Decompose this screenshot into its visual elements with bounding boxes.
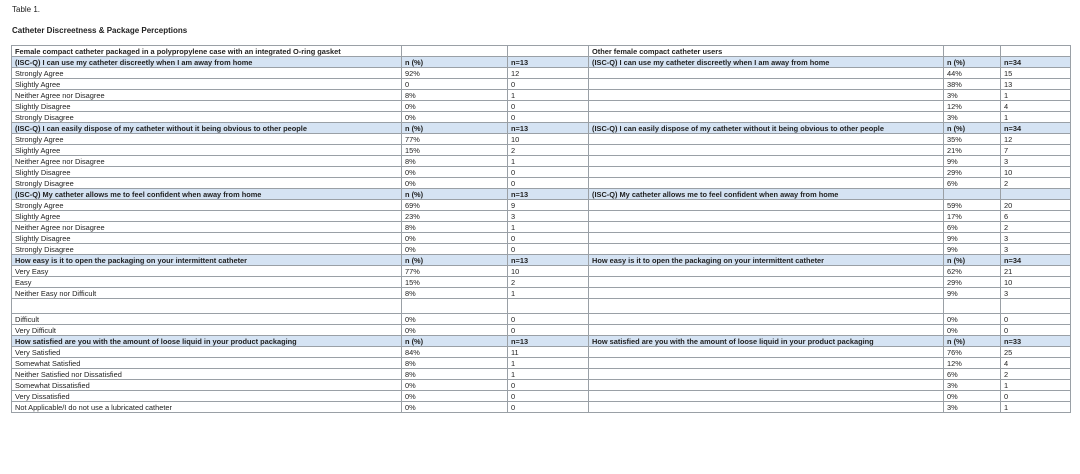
- group1-count-cell: 0: [508, 244, 589, 255]
- table-row: [12, 299, 1071, 314]
- group2-percent-cell: [944, 189, 1001, 200]
- group1-count-cell: n=13: [508, 123, 589, 134]
- question-header-row: [12, 189, 1071, 200]
- group-header-cell: [508, 46, 589, 57]
- group1-percent-cell: 0%: [402, 244, 508, 255]
- item-label-cell: Neither Agree nor Disagree: [12, 156, 402, 167]
- group1-count-cell: 10: [508, 134, 589, 145]
- group1-count-cell: 1: [508, 288, 589, 299]
- item-label-cell: Very Difficult: [12, 325, 402, 336]
- group1-percent-cell: n (%): [402, 255, 508, 266]
- group2-count-cell: 0: [1001, 391, 1071, 402]
- group1-percent-cell: 69%: [402, 200, 508, 211]
- group1-percent-cell: 8%: [402, 288, 508, 299]
- group1-count-cell: 0: [508, 314, 589, 325]
- item-label-cell: Neither Satisfied nor Dissatisfied: [12, 369, 402, 380]
- group1-count-cell: n=13: [508, 189, 589, 200]
- item-label-cell: (ISC-Q) I can easily dispose of my catheter without it being obvious to other people: [12, 123, 402, 134]
- group2-percent-cell: 6%: [944, 222, 1001, 233]
- group2-count-cell: 2: [1001, 178, 1071, 189]
- table-row: [12, 167, 1071, 178]
- item-label-cell: Neither Easy nor Difficult: [12, 288, 402, 299]
- group1-percent-cell: 0%: [402, 391, 508, 402]
- group1-percent-cell: 0%: [402, 233, 508, 244]
- table-row: [12, 325, 1071, 336]
- table-row: [12, 347, 1071, 358]
- group2-label-cell: [589, 402, 944, 413]
- group1-percent-cell: n (%): [402, 336, 508, 347]
- group1-count-cell: n=13: [508, 336, 589, 347]
- group2-count-cell: 6: [1001, 211, 1071, 222]
- item-label-cell: Very Easy: [12, 266, 402, 277]
- group2-label-cell: [589, 156, 944, 167]
- item-label-cell: Strongly Disagree: [12, 112, 402, 123]
- group-header-cell: [402, 46, 508, 57]
- group2-label-cell: [589, 325, 944, 336]
- group1-percent-cell: 0: [402, 79, 508, 90]
- table-row: [12, 145, 1071, 156]
- group2-count-cell: n=34: [1001, 57, 1071, 68]
- group1-count-cell: 0: [508, 167, 589, 178]
- group1-count-cell: 0: [508, 112, 589, 123]
- group2-label-cell: (ISC-Q) I can use my catheter discreetly when I am away from home: [589, 57, 944, 68]
- question-header-row: [12, 255, 1071, 266]
- table-row: [12, 101, 1071, 112]
- item-label-cell: Easy: [12, 277, 402, 288]
- group2-label-cell: [589, 178, 944, 189]
- item-label-cell: Slightly Agree: [12, 145, 402, 156]
- group1-count-cell: 9: [508, 200, 589, 211]
- group2-percent-cell: n (%): [944, 255, 1001, 266]
- group2-count-cell: 7: [1001, 145, 1071, 156]
- group2-label-cell: [589, 200, 944, 211]
- item-label-cell: Neither Agree nor Disagree: [12, 222, 402, 233]
- group1-percent-cell: n (%): [402, 189, 508, 200]
- group2-percent-cell: 0%: [944, 325, 1001, 336]
- group1-percent-cell: 0%: [402, 402, 508, 413]
- item-label-cell: Neither Agree nor Disagree: [12, 90, 402, 101]
- group1-percent-cell: 8%: [402, 90, 508, 101]
- group2-count-cell: n=34: [1001, 255, 1071, 266]
- group2-percent-cell: 21%: [944, 145, 1001, 156]
- table-row: [12, 200, 1071, 211]
- group1-count-cell: 0: [508, 402, 589, 413]
- item-label-cell: Strongly Agree: [12, 200, 402, 211]
- table-row: [12, 402, 1071, 413]
- group2-label-cell: [589, 79, 944, 90]
- group1-count-cell: 1: [508, 90, 589, 101]
- group1-count-cell: 0: [508, 391, 589, 402]
- group2-count-cell: 3: [1001, 233, 1071, 244]
- item-label-cell: How easy is it to open the packaging on your intermittent catheter: [12, 255, 402, 266]
- group2-count-cell: 13: [1001, 79, 1071, 90]
- item-label-cell: Strongly Agree: [12, 134, 402, 145]
- table-title: Catheter Discreetness & Package Perceptions: [12, 26, 188, 35]
- group2-label-cell: [589, 299, 944, 314]
- group1-count-cell: 0: [508, 380, 589, 391]
- group2-percent-cell: 76%: [944, 347, 1001, 358]
- group2-percent-cell: 35%: [944, 134, 1001, 145]
- group1-percent-cell: 23%: [402, 211, 508, 222]
- group2-count-cell: 10: [1001, 277, 1071, 288]
- group2-percent-cell: 9%: [944, 288, 1001, 299]
- group-header-cell: Female compact catheter packaged in a polypropylene case with an integrated O-ring gasket: [12, 46, 402, 57]
- group2-count-cell: 3: [1001, 244, 1071, 255]
- perceptions-table: [11, 45, 1071, 413]
- group1-percent-cell: 0%: [402, 178, 508, 189]
- group2-label-cell: How satisfied are you with the amount of loose liquid in your product packaging: [589, 336, 944, 347]
- table-row: [12, 90, 1071, 101]
- group2-percent-cell: 9%: [944, 233, 1001, 244]
- group1-count-cell: 0: [508, 79, 589, 90]
- group1-percent-cell: 8%: [402, 156, 508, 167]
- group1-percent-cell: 8%: [402, 222, 508, 233]
- group2-count-cell: n=33: [1001, 336, 1071, 347]
- group2-label-cell: [589, 391, 944, 402]
- group2-label-cell: [589, 145, 944, 156]
- table-row: [12, 277, 1071, 288]
- group2-label-cell: [589, 277, 944, 288]
- group1-count-cell: 1: [508, 222, 589, 233]
- item-label-cell: Strongly Disagree: [12, 244, 402, 255]
- group2-percent-cell: 59%: [944, 200, 1001, 211]
- question-header-row: [12, 57, 1071, 68]
- table-row: [12, 380, 1071, 391]
- group2-count-cell: 21: [1001, 266, 1071, 277]
- group2-label-cell: [589, 369, 944, 380]
- group2-label-cell: (ISC-Q) I can easily dispose of my catheter without it being obvious to other people: [589, 123, 944, 134]
- item-label-cell: [12, 299, 402, 314]
- group1-count-cell: n=13: [508, 57, 589, 68]
- group2-label-cell: [589, 380, 944, 391]
- table-row: [12, 178, 1071, 189]
- group2-percent-cell: 6%: [944, 178, 1001, 189]
- group2-label-cell: [589, 347, 944, 358]
- group1-count-cell: 0: [508, 233, 589, 244]
- item-label-cell: Slightly Disagree: [12, 167, 402, 178]
- group2-percent-cell: 6%: [944, 369, 1001, 380]
- group2-count-cell: 12: [1001, 134, 1071, 145]
- group2-percent-cell: 3%: [944, 380, 1001, 391]
- group-header-cell: [1001, 46, 1071, 57]
- table-row: [12, 222, 1071, 233]
- table-row: [12, 391, 1071, 402]
- group1-count-cell: 12: [508, 68, 589, 79]
- table-row: [12, 266, 1071, 277]
- table-row: [12, 134, 1071, 145]
- table-row: [12, 156, 1071, 167]
- group2-label-cell: [589, 134, 944, 145]
- group2-percent-cell: 62%: [944, 266, 1001, 277]
- group1-count-cell: 11: [508, 347, 589, 358]
- item-label-cell: Very Satisfied: [12, 347, 402, 358]
- table-row: [12, 369, 1071, 380]
- group2-percent-cell: n (%): [944, 336, 1001, 347]
- group2-label-cell: [589, 167, 944, 178]
- group2-count-cell: [1001, 299, 1071, 314]
- table-caption: Table 1.: [12, 5, 41, 14]
- group1-percent-cell: 84%: [402, 347, 508, 358]
- group2-percent-cell: 3%: [944, 402, 1001, 413]
- group1-percent-cell: n (%): [402, 123, 508, 134]
- group2-label-cell: [589, 358, 944, 369]
- table-row: [12, 288, 1071, 299]
- item-label-cell: (ISC-Q) My catheter allows me to feel confident when away from home: [12, 189, 402, 200]
- group-header-cell: [944, 46, 1001, 57]
- group1-count-cell: 10: [508, 266, 589, 277]
- item-label-cell: Slightly Agree: [12, 79, 402, 90]
- group2-percent-cell: 3%: [944, 112, 1001, 123]
- group2-label-cell: [589, 233, 944, 244]
- group1-percent-cell: 15%: [402, 277, 508, 288]
- group2-percent-cell: 3%: [944, 90, 1001, 101]
- group2-label-cell: [589, 211, 944, 222]
- group1-percent-cell: 8%: [402, 369, 508, 380]
- item-label-cell: Somewhat Dissatisfied: [12, 380, 402, 391]
- group2-label-cell: [589, 244, 944, 255]
- group1-count-cell: 2: [508, 145, 589, 156]
- group2-count-cell: 15: [1001, 68, 1071, 79]
- group1-percent-cell: 77%: [402, 134, 508, 145]
- group2-count-cell: 10: [1001, 167, 1071, 178]
- group1-count-cell: 3: [508, 211, 589, 222]
- group2-count-cell: 1: [1001, 112, 1071, 123]
- item-label-cell: Difficult: [12, 314, 402, 325]
- group1-count-cell: 0: [508, 101, 589, 112]
- group2-percent-cell: 12%: [944, 358, 1001, 369]
- group1-count-cell: [508, 299, 589, 314]
- group1-count-cell: 0: [508, 325, 589, 336]
- item-label-cell: Slightly Disagree: [12, 101, 402, 112]
- group1-percent-cell: 77%: [402, 266, 508, 277]
- group2-count-cell: 0: [1001, 314, 1071, 325]
- group2-count-cell: 3: [1001, 156, 1071, 167]
- group2-label-cell: [589, 68, 944, 79]
- group2-label-cell: [589, 112, 944, 123]
- group2-count-cell: n=34: [1001, 123, 1071, 134]
- group1-percent-cell: 92%: [402, 68, 508, 79]
- group2-count-cell: 2: [1001, 369, 1071, 380]
- group2-count-cell: 3: [1001, 288, 1071, 299]
- group2-count-cell: 1: [1001, 380, 1071, 391]
- group2-percent-cell: 9%: [944, 244, 1001, 255]
- question-header-row: [12, 123, 1071, 134]
- group2-count-cell: [1001, 189, 1071, 200]
- item-label-cell: Strongly Agree: [12, 68, 402, 79]
- group2-percent-cell: 38%: [944, 79, 1001, 90]
- group1-percent-cell: n (%): [402, 57, 508, 68]
- group2-percent-cell: 9%: [944, 156, 1001, 167]
- table-row: [12, 211, 1071, 222]
- group2-percent-cell: [944, 299, 1001, 314]
- group2-count-cell: 4: [1001, 101, 1071, 112]
- group1-count-cell: 1: [508, 358, 589, 369]
- table-row: [12, 112, 1071, 123]
- item-label-cell: Strongly Disagree: [12, 178, 402, 189]
- group2-count-cell: 0: [1001, 325, 1071, 336]
- group2-label-cell: [589, 222, 944, 233]
- group2-label-cell: [589, 101, 944, 112]
- group2-count-cell: 1: [1001, 90, 1071, 101]
- group2-percent-cell: 0%: [944, 391, 1001, 402]
- group1-count-cell: n=13: [508, 255, 589, 266]
- group2-label-cell: [589, 266, 944, 277]
- item-label-cell: How satisfied are you with the amount of loose liquid in your product packaging: [12, 336, 402, 347]
- group2-label-cell: (ISC-Q) My catheter allows me to feel confident when away from home: [589, 189, 944, 200]
- group2-percent-cell: 0%: [944, 314, 1001, 325]
- table-row: [12, 314, 1071, 325]
- item-label-cell: Somewhat Satisfied: [12, 358, 402, 369]
- group2-percent-cell: 17%: [944, 211, 1001, 222]
- item-label-cell: (ISC-Q) I can use my catheter discreetly when I am away from home: [12, 57, 402, 68]
- group2-percent-cell: 29%: [944, 277, 1001, 288]
- group2-count-cell: 1: [1001, 402, 1071, 413]
- item-label-cell: Slightly Disagree: [12, 233, 402, 244]
- table-row: [12, 233, 1071, 244]
- group1-percent-cell: 0%: [402, 112, 508, 123]
- group1-count-cell: 0: [508, 178, 589, 189]
- group2-label-cell: How easy is it to open the packaging on your intermittent catheter: [589, 255, 944, 266]
- group2-label-cell: [589, 288, 944, 299]
- group1-percent-cell: 0%: [402, 101, 508, 112]
- table-row: [12, 79, 1071, 90]
- group2-percent-cell: 12%: [944, 101, 1001, 112]
- group2-percent-cell: 29%: [944, 167, 1001, 178]
- group2-percent-cell: 44%: [944, 68, 1001, 79]
- item-label-cell: Not Applicable/I do not use a lubricated catheter: [12, 402, 402, 413]
- group2-count-cell: 25: [1001, 347, 1071, 358]
- item-label-cell: Slightly Agree: [12, 211, 402, 222]
- table-row: [12, 68, 1071, 79]
- group1-percent-cell: 8%: [402, 358, 508, 369]
- group1-percent-cell: 0%: [402, 325, 508, 336]
- group2-label-cell: [589, 90, 944, 101]
- question-header-row: [12, 336, 1071, 347]
- group2-label-cell: [589, 314, 944, 325]
- group1-percent-cell: 0%: [402, 314, 508, 325]
- group1-percent-cell: 15%: [402, 145, 508, 156]
- group1-percent-cell: 0%: [402, 380, 508, 391]
- group1-percent-cell: [402, 299, 508, 314]
- group-header-row: [12, 46, 1071, 57]
- group2-percent-cell: n (%): [944, 123, 1001, 134]
- group2-count-cell: 20: [1001, 200, 1071, 211]
- table-row: [12, 244, 1071, 255]
- group1-count-cell: 2: [508, 277, 589, 288]
- group2-count-cell: 4: [1001, 358, 1071, 369]
- group1-count-cell: 1: [508, 369, 589, 380]
- group2-count-cell: 2: [1001, 222, 1071, 233]
- group2-percent-cell: n (%): [944, 57, 1001, 68]
- group-header-cell: Other female compact catheter users: [589, 46, 944, 57]
- group1-percent-cell: 0%: [402, 167, 508, 178]
- table-row: [12, 358, 1071, 369]
- item-label-cell: Very Dissatisfied: [12, 391, 402, 402]
- group1-count-cell: 1: [508, 156, 589, 167]
